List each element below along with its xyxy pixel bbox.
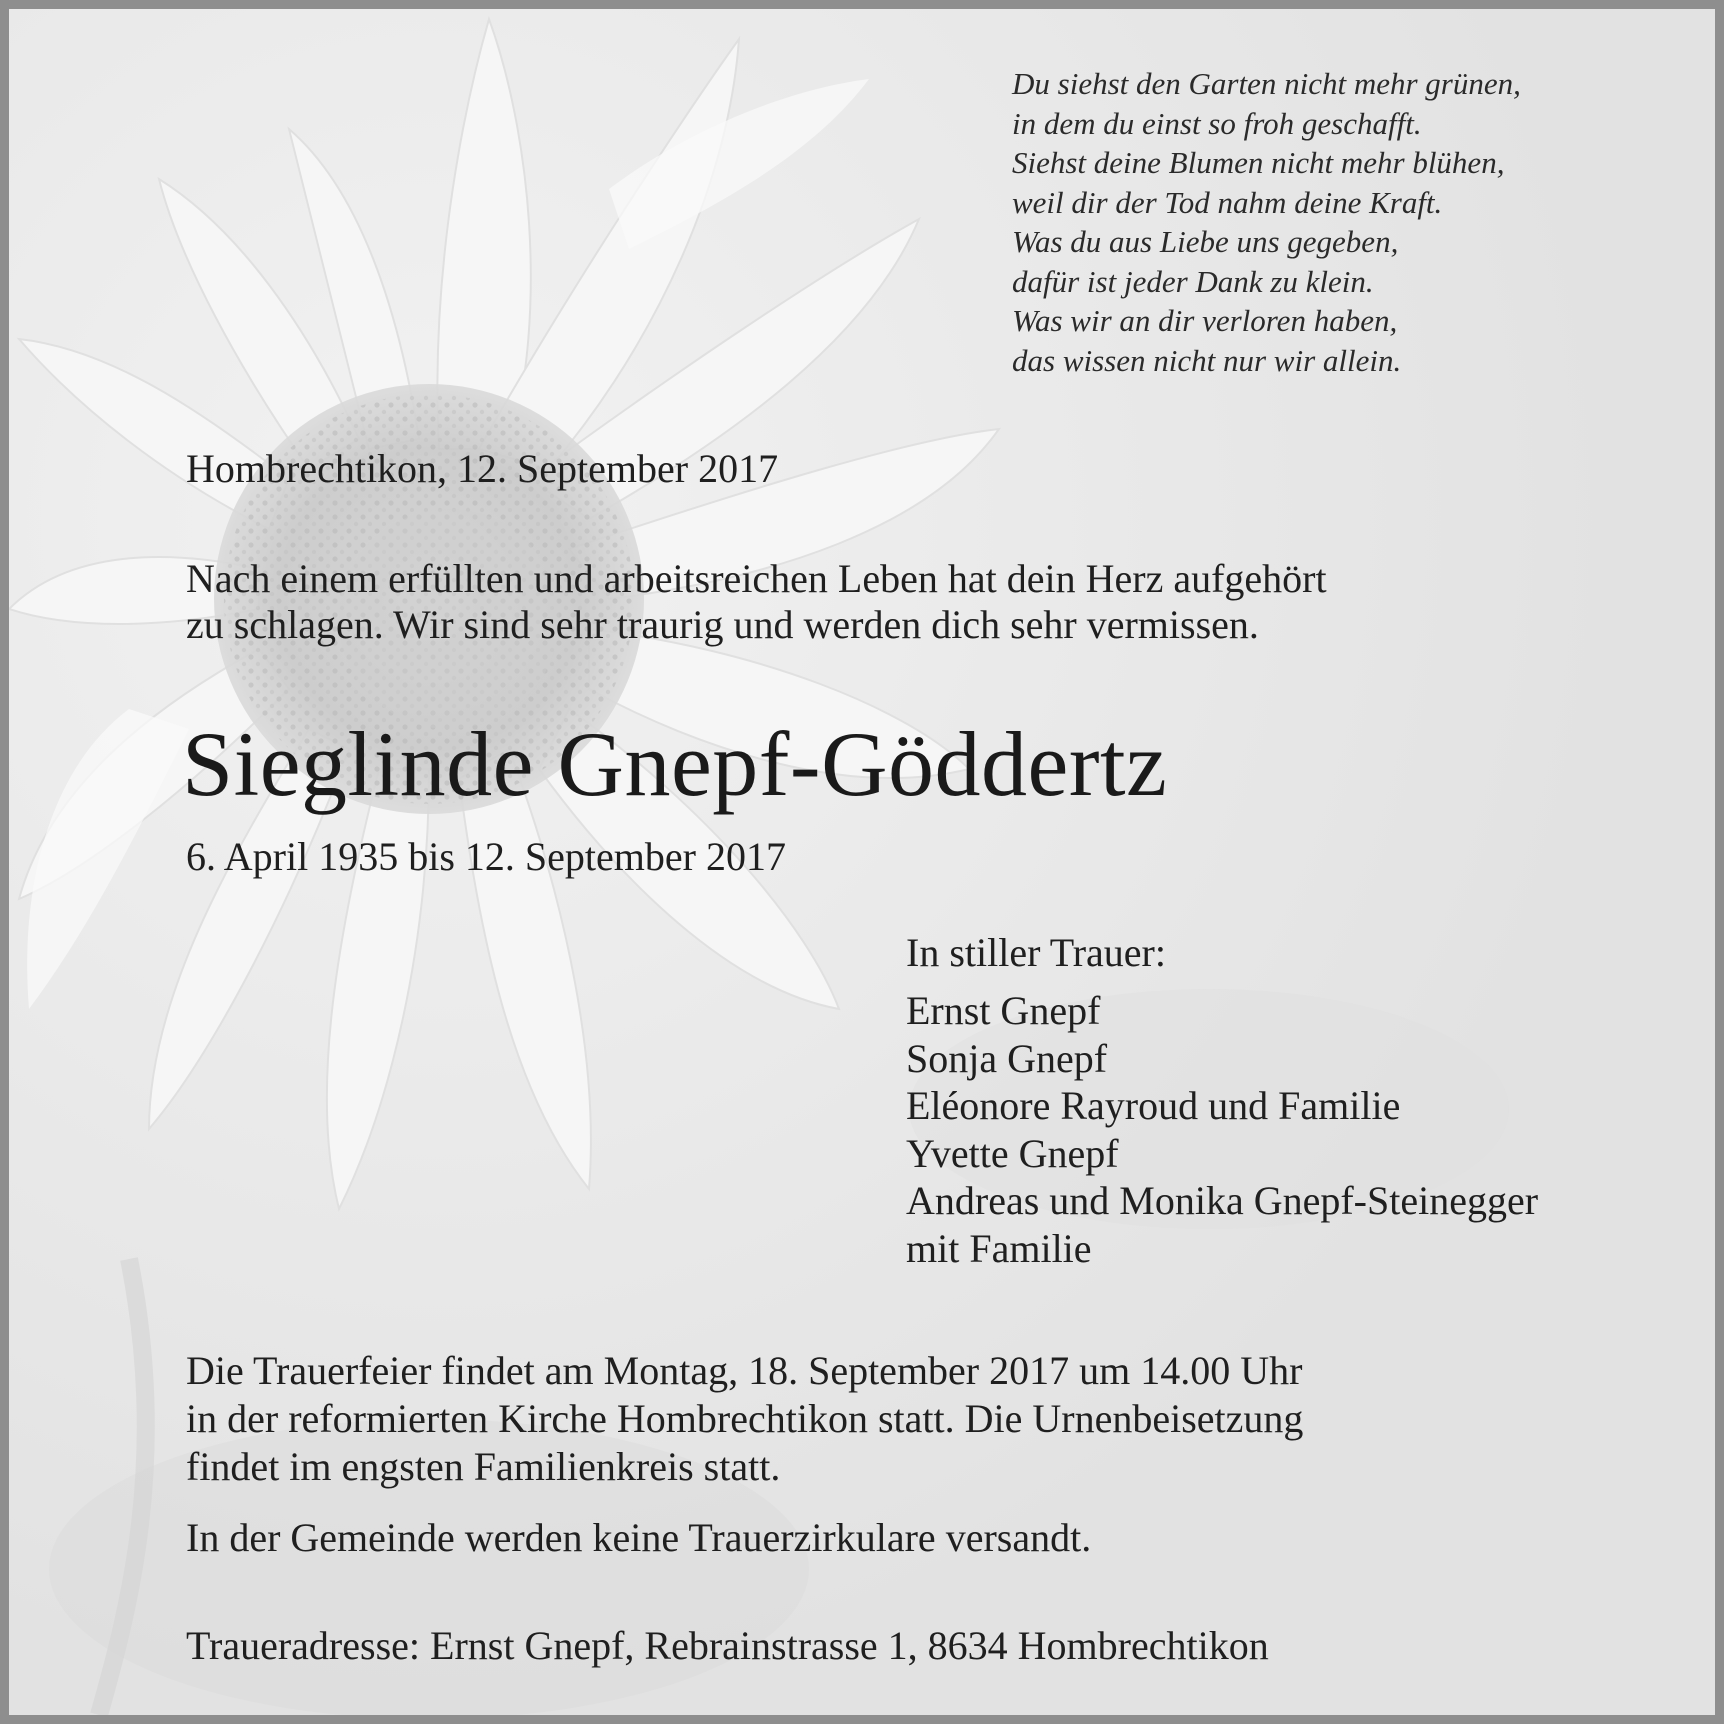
ceremony-line: findet im engsten Familienkreis statt.: [186, 1444, 781, 1489]
intro-text: [186, 556, 1606, 648]
ceremony-line: in der reformierten Kirche Hombrechtikon statt. Die Urnenbeisetzung: [186, 1396, 1304, 1441]
obituary-content: [9, 9, 1715, 1715]
mourner-name: Ernst Gnepf: [906, 988, 1101, 1033]
place-and-date: Hombrechtikon, 12. September 2017: [186, 446, 779, 491]
ceremony-line: Die Trauerfeier findet am Montag, 18. September 2017 um 14.00 Uhr: [186, 1348, 1303, 1393]
intro-line: zu schlagen. Wir sind sehr traurig und werden dich sehr vermissen.: [186, 602, 1259, 647]
mourner-name: Eléonore Rayroud und Familie: [906, 1083, 1401, 1128]
poem-line: dafür ist jeder Dank zu klein.: [1012, 263, 1374, 299]
poem-line: Siehst deine Blumen nicht mehr blühen,: [1012, 145, 1505, 180]
mourner-name: Yvette Gnepf: [906, 1130, 1119, 1176]
poem-line: weil dir der Tod nahm deine Kraft.: [1012, 184, 1443, 220]
intro-line: Nach einem erfüllten und arbeitsreichen Leben hat dein Herz aufgehört: [186, 556, 1327, 601]
mourners-heading: In stiller Trauer:: [906, 930, 1166, 975]
mourner-name: Andreas und Monika Gnepf-Steinegger: [906, 1178, 1539, 1223]
circular-note: In der Gemeinde werden keine Trauerzirkulare versandt.: [186, 1515, 1092, 1560]
mourner-name: Sonja Gnepf: [906, 1035, 1108, 1081]
ceremony-info: [186, 1347, 1606, 1491]
mourner-name: mit Familie: [906, 1225, 1092, 1271]
poem-line: Was du aus Liebe uns gegeben,: [1012, 224, 1399, 259]
poem-line: in dem du einst so froh geschafft.: [1012, 105, 1422, 141]
memorial-poem: [1012, 64, 1702, 380]
poem-line: Was wir an dir verloren haben,: [1012, 303, 1398, 338]
mourning-address: Traueradresse: Ernst Gnepf, Rebrainstrasse 1, 8634 Hombrechtikon: [186, 1623, 1269, 1668]
deceased-name: Sieglinde Gnepf-Göddertz: [182, 713, 1168, 815]
life-dates: 6. April 1935 bis 12. September 2017: [186, 834, 786, 879]
poem-line: Du siehst den Garten nicht mehr grünen,: [1012, 66, 1521, 101]
poem-line: das wissen nicht nur wir allein.: [1012, 342, 1402, 378]
mourners-block: [906, 929, 1706, 1272]
mourners-list: [906, 987, 1706, 1272]
